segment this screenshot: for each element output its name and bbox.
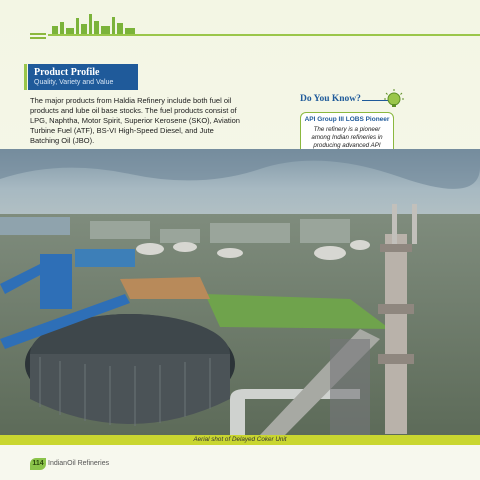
caption-bar	[0, 435, 480, 445]
callout-subheading: API Group III LOBS Pioneer	[304, 116, 390, 123]
callout-text: The refinery is a pioneer among Indian refineries in producing advanced API	[311, 126, 383, 150]
refinery-skyline-icon	[48, 12, 140, 36]
callout-heading: Do You Know?	[300, 94, 361, 104]
footer-brand: IndianOil Refineries	[48, 460, 110, 467]
aerial-refinery-photo	[0, 149, 480, 435]
intro-paragraph: The major products from Haldia Refinery include both fuel oil products and lube oil base stocks. The fuel products consist of LPG, Naphtha, Motor Spirit, Superior Kerosene (SKO), Aviation Turbine Fuel (ATF), BS-VI High-Speed Diesel, and Jute Batching Oil (JBO).	[30, 96, 240, 145]
section-title: Product Profile	[34, 67, 100, 78]
header-decor-lines	[30, 33, 46, 39]
photo-caption: Aerial shot of Delayed Coker Unit	[193, 436, 287, 443]
section-title-box	[28, 64, 138, 90]
page-number: 114	[30, 458, 46, 470]
title-accent	[24, 64, 27, 90]
header-rule	[48, 34, 480, 36]
section-subtitle: Quality, Variety and Value	[34, 79, 114, 86]
lightbulb-icon	[383, 88, 405, 110]
